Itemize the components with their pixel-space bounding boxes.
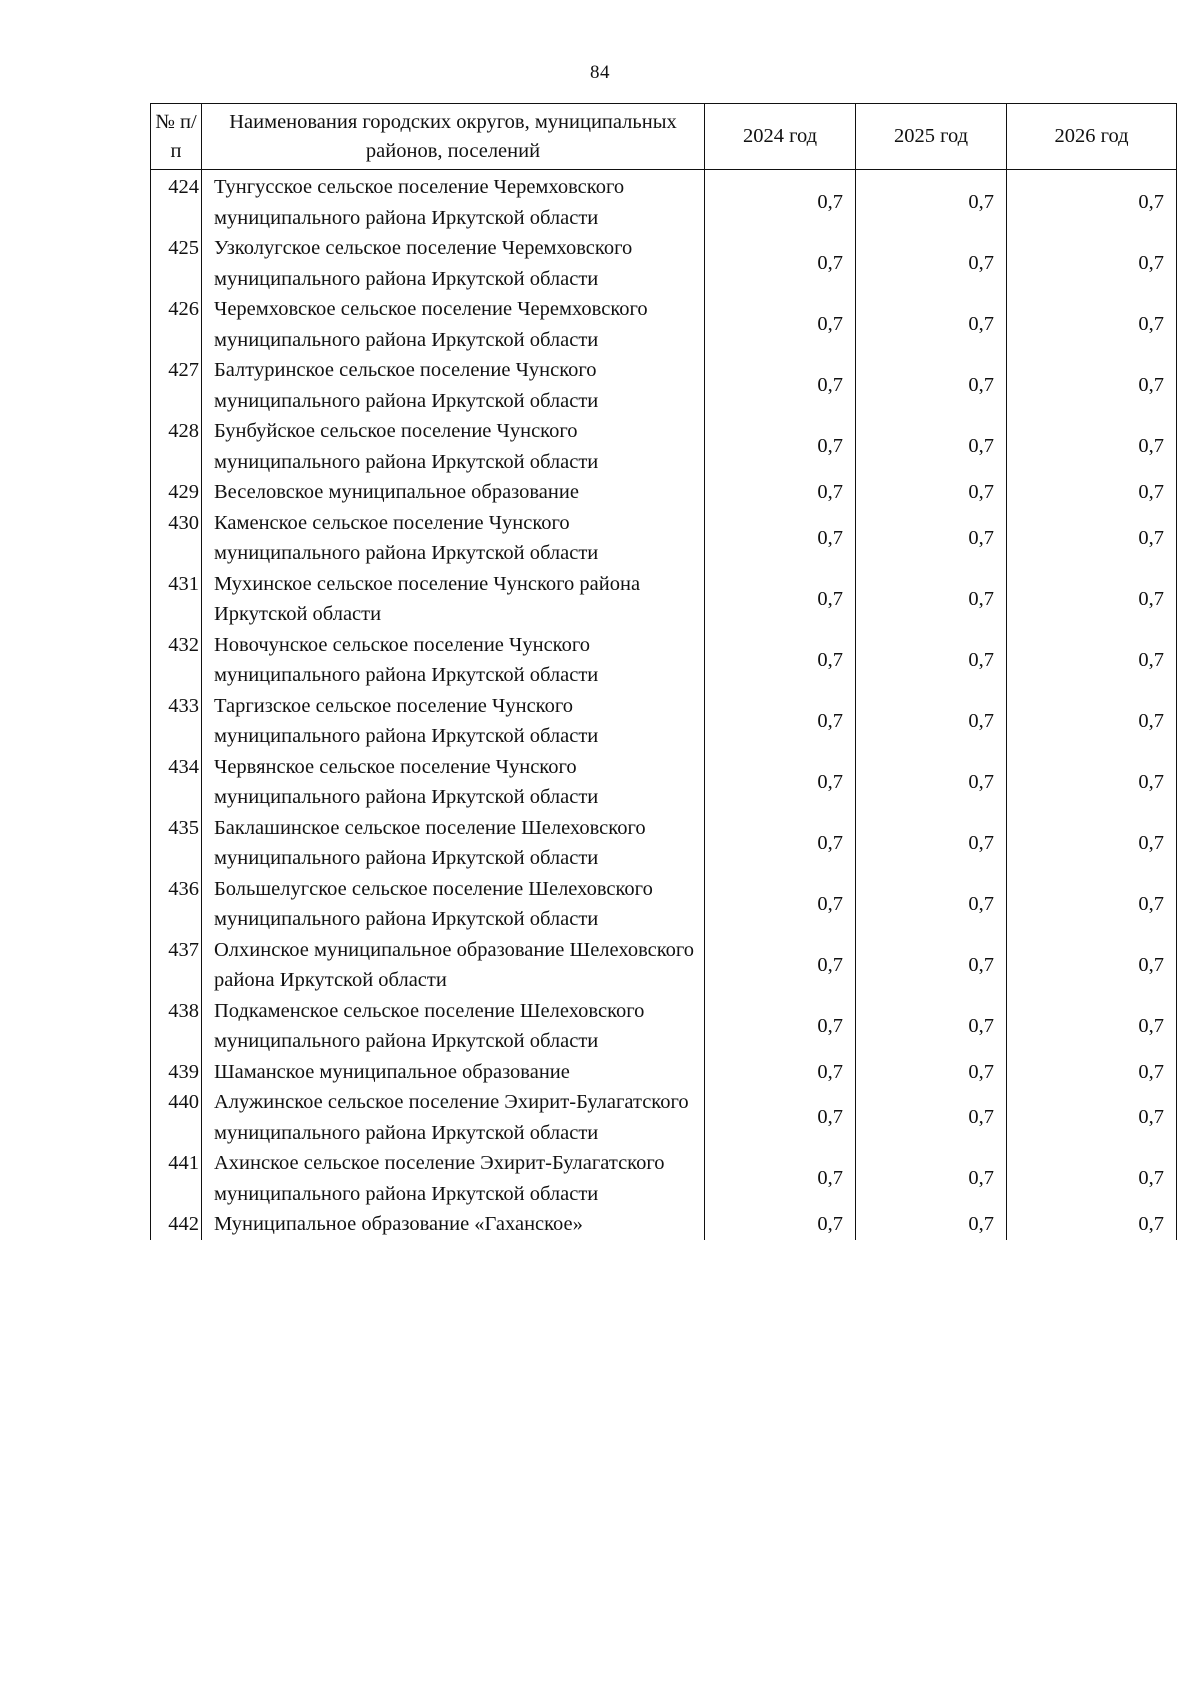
row-value-2025: 0,7 — [856, 752, 1007, 813]
row-value-2025: 0,7 — [856, 170, 1007, 234]
page-number: 84 — [590, 62, 610, 83]
table-row — [151, 355, 1177, 416]
row-value-2025: 0,7 — [856, 569, 1007, 630]
table-row — [151, 233, 1177, 294]
row-value-2026: 0,7 — [1007, 477, 1177, 508]
row-name: Балтуринское сельское поселение Чунского муниципального района Иркутской области — [202, 355, 705, 416]
row-name: Узколугское сельское поселение Черемховского муниципального района Иркутской области — [202, 233, 705, 294]
row-name: Черемховское сельское поселение Черемховского муниципального района Иркутской области — [202, 294, 705, 355]
table-row — [151, 416, 1177, 477]
table-row — [151, 691, 1177, 752]
row-number: 441 — [151, 1148, 202, 1209]
row-value-2024: 0,7 — [705, 355, 856, 416]
row-value-2024: 0,7 — [705, 813, 856, 874]
row-value-2024: 0,7 — [705, 935, 856, 996]
table-header-row — [151, 104, 1177, 170]
row-value-2024: 0,7 — [705, 630, 856, 691]
header-name: Наименования городских округов, муниципальных районов, поселений — [202, 104, 705, 170]
row-value-2026: 0,7 — [1007, 630, 1177, 691]
row-name: Мухинское сельское поселение Чунского района Иркутской области — [202, 569, 705, 630]
row-name: Баклашинское сельское поселение Шелеховского муниципального района Иркутской области — [202, 813, 705, 874]
row-value-2024: 0,7 — [705, 1209, 856, 1240]
table-row — [151, 813, 1177, 874]
table-row — [151, 170, 1177, 234]
row-value-2025: 0,7 — [856, 508, 1007, 569]
row-value-2025: 0,7 — [856, 1209, 1007, 1240]
row-value-2025: 0,7 — [856, 355, 1007, 416]
row-value-2025: 0,7 — [856, 1087, 1007, 1148]
row-value-2024: 0,7 — [705, 416, 856, 477]
table-row — [151, 1087, 1177, 1148]
row-value-2026: 0,7 — [1007, 294, 1177, 355]
row-value-2026: 0,7 — [1007, 416, 1177, 477]
row-value-2025: 0,7 — [856, 1148, 1007, 1209]
row-value-2024: 0,7 — [705, 233, 856, 294]
row-number: 428 — [151, 416, 202, 477]
row-value-2024: 0,7 — [705, 569, 856, 630]
row-value-2024: 0,7 — [705, 508, 856, 569]
row-name: Муниципальное образование «Гаханское» — [202, 1209, 705, 1240]
row-value-2026: 0,7 — [1007, 508, 1177, 569]
table-row — [151, 935, 1177, 996]
row-value-2025: 0,7 — [856, 874, 1007, 935]
row-name: Большелугское сельское поселение Шелеховского муниципального района Иркутской области — [202, 874, 705, 935]
row-number: 440 — [151, 1087, 202, 1148]
row-value-2024: 0,7 — [705, 691, 856, 752]
row-name: Таргизское сельское поселение Чунского муниципального района Иркутской области — [202, 691, 705, 752]
row-value-2024: 0,7 — [705, 1087, 856, 1148]
row-value-2024: 0,7 — [705, 996, 856, 1057]
row-name: Тунгусское сельское поселение Черемховского муниципального района Иркутской области — [202, 170, 705, 234]
row-value-2025: 0,7 — [856, 294, 1007, 355]
row-number: 429 — [151, 477, 202, 508]
table-row — [151, 630, 1177, 691]
row-value-2025: 0,7 — [856, 691, 1007, 752]
table-row — [151, 996, 1177, 1057]
row-value-2026: 0,7 — [1007, 935, 1177, 996]
row-value-2026: 0,7 — [1007, 874, 1177, 935]
table-row — [151, 752, 1177, 813]
row-value-2026: 0,7 — [1007, 752, 1177, 813]
row-number: 424 — [151, 170, 202, 234]
table-row — [151, 1148, 1177, 1209]
row-value-2024: 0,7 — [705, 1148, 856, 1209]
row-value-2026: 0,7 — [1007, 233, 1177, 294]
row-name: Алужинское сельское поселение Эхирит-Булагатского муниципального района Иркутской области — [202, 1087, 705, 1148]
row-number: 426 — [151, 294, 202, 355]
row-number: 439 — [151, 1057, 202, 1088]
row-number: 425 — [151, 233, 202, 294]
row-number: 436 — [151, 874, 202, 935]
row-value-2026: 0,7 — [1007, 1087, 1177, 1148]
header-2026: 2026 год — [1007, 104, 1177, 170]
row-value-2026: 0,7 — [1007, 170, 1177, 234]
row-value-2024: 0,7 — [705, 170, 856, 234]
row-number: 438 — [151, 996, 202, 1057]
table-row — [151, 874, 1177, 935]
row-value-2026: 0,7 — [1007, 813, 1177, 874]
row-value-2025: 0,7 — [856, 935, 1007, 996]
row-value-2026: 0,7 — [1007, 1148, 1177, 1209]
header-2025: 2025 год — [856, 104, 1007, 170]
row-value-2024: 0,7 — [705, 294, 856, 355]
row-number: 435 — [151, 813, 202, 874]
row-value-2026: 0,7 — [1007, 996, 1177, 1057]
table-row — [151, 508, 1177, 569]
row-name: Подкаменское сельское поселение Шелеховского муниципального района Иркутской области — [202, 996, 705, 1057]
row-value-2026: 0,7 — [1007, 1209, 1177, 1240]
table-row — [151, 569, 1177, 630]
row-name: Новочунское сельское поселение Чунского муниципального района Иркутской области — [202, 630, 705, 691]
row-name: Веселовское муниципальное образование — [202, 477, 705, 508]
row-value-2026: 0,7 — [1007, 569, 1177, 630]
table-row — [151, 294, 1177, 355]
row-number: 430 — [151, 508, 202, 569]
row-name: Ахинское сельское поселение Эхирит-Булагатского муниципального района Иркутской области — [202, 1148, 705, 1209]
row-value-2024: 0,7 — [705, 874, 856, 935]
row-value-2025: 0,7 — [856, 1057, 1007, 1088]
row-number: 427 — [151, 355, 202, 416]
row-value-2026: 0,7 — [1007, 691, 1177, 752]
row-number: 433 — [151, 691, 202, 752]
table-row — [151, 1057, 1177, 1088]
table-row — [151, 477, 1177, 508]
row-value-2025: 0,7 — [856, 813, 1007, 874]
municipalities-table — [150, 103, 1177, 1240]
row-value-2025: 0,7 — [856, 630, 1007, 691]
row-value-2026: 0,7 — [1007, 355, 1177, 416]
row-value-2025: 0,7 — [856, 477, 1007, 508]
row-value-2025: 0,7 — [856, 996, 1007, 1057]
header-2024: 2024 год — [705, 104, 856, 170]
row-value-2024: 0,7 — [705, 752, 856, 813]
row-name: Червянское сельское поселение Чунского муниципального района Иркутской области — [202, 752, 705, 813]
table-row — [151, 1209, 1177, 1240]
row-value-2024: 0,7 — [705, 477, 856, 508]
header-num: № п/п — [151, 104, 202, 170]
row-name: Каменское сельское поселение Чунского муниципального района Иркутской области — [202, 508, 705, 569]
row-number: 442 — [151, 1209, 202, 1240]
row-number: 432 — [151, 630, 202, 691]
row-value-2025: 0,7 — [856, 233, 1007, 294]
row-name: Бунбуйское сельское поселение Чунского муниципального района Иркутской области — [202, 416, 705, 477]
row-value-2026: 0,7 — [1007, 1057, 1177, 1088]
row-number: 434 — [151, 752, 202, 813]
row-name: Олхинское муниципальное образование Шелеховского района Иркутской области — [202, 935, 705, 996]
row-value-2025: 0,7 — [856, 416, 1007, 477]
row-value-2024: 0,7 — [705, 1057, 856, 1088]
row-number: 431 — [151, 569, 202, 630]
row-number: 437 — [151, 935, 202, 996]
row-name: Шаманское муниципальное образование — [202, 1057, 705, 1088]
